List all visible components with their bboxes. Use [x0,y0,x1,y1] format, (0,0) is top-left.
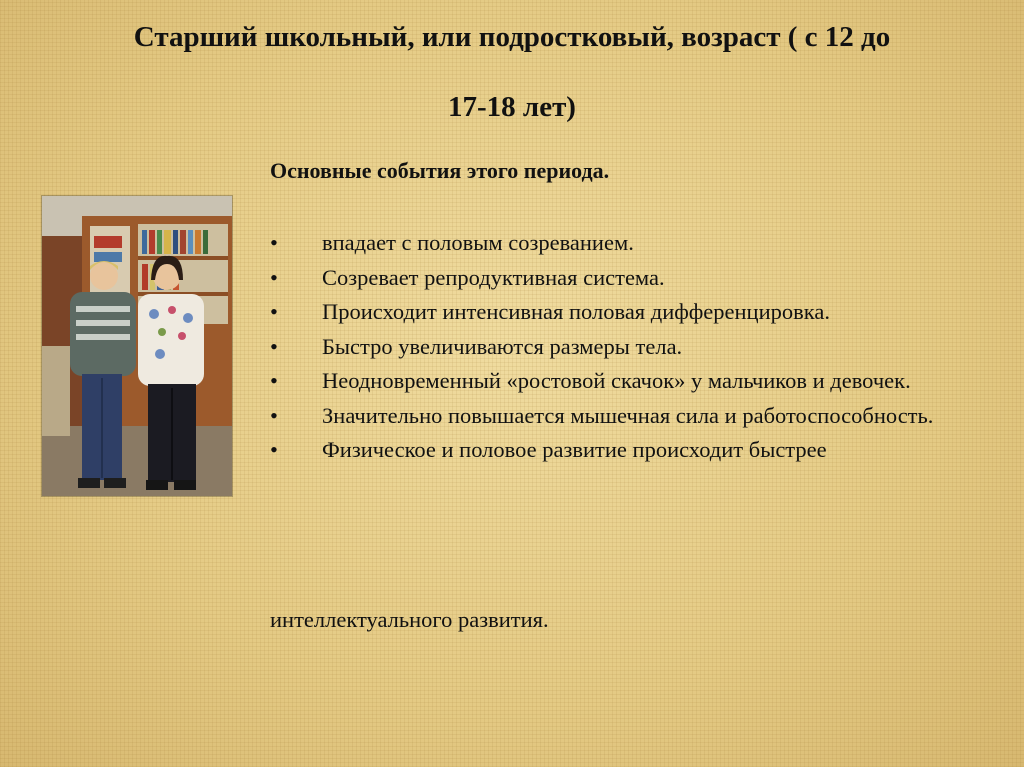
slide-title-line-1: Старший школьный, или подростковый, возраст ( с 12 до [133,21,891,53]
students-photo-illustration [42,196,232,496]
list-item [270,330,970,365]
list-item-text: Созревает репродуктивная система. [322,264,665,290]
list-item [270,399,970,434]
list-item-text: Происходит интенсивная половая дифференцировка. [322,299,830,324]
bullet: • [270,402,278,428]
subtitle: Основные события этого периода. [270,158,610,183]
list-item-text: впадает с половым созреванием. [322,230,634,255]
bullet: • [270,264,278,290]
slide-title-line-2: 17-18 лет) [448,91,576,123]
event-list [270,226,970,468]
bullet: • [270,230,278,255]
bullet: • [270,368,278,393]
list-item-text: Физическое и половое развитие происходит быстрее [322,437,827,462]
list-item [270,226,970,261]
list-item [270,433,970,468]
list-item-text: Неодновременный «ростовой скачок» у мальчиков и девочек. [322,368,911,393]
bullet: • [270,299,278,324]
list-item [270,295,970,330]
list-item-text: Быстро увеличиваются размеры тела. [322,333,683,359]
list-item-text: Значительно повышается мышечная сила и работоспособность. [322,402,934,428]
bullet: • [270,437,278,462]
photo [42,196,232,496]
list-tail-text: интеллектуального развития. [270,607,549,632]
list-item [270,261,970,296]
list-item [270,364,970,399]
bullet: • [270,333,278,359]
